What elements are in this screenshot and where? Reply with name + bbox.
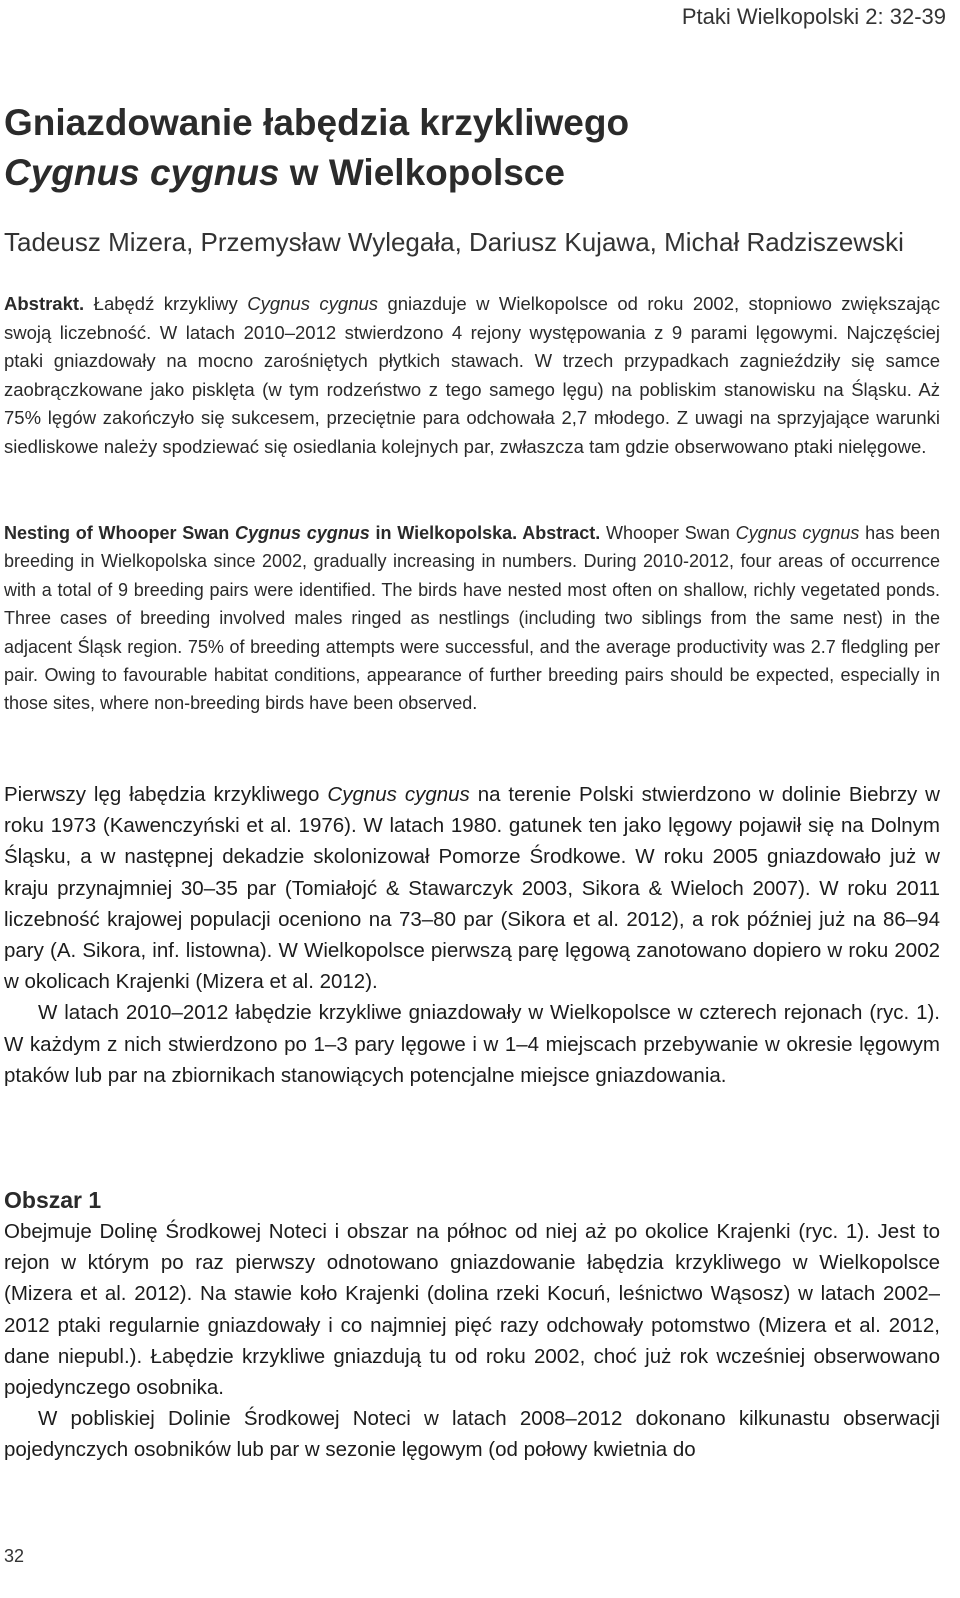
running-header: Ptaki Wielkopolski 2: 32-39 <box>681 4 946 29</box>
article-title <box>4 98 934 198</box>
title-line-2-rest: w Wielkopolsce <box>279 152 565 193</box>
introduction <box>4 779 940 1091</box>
section-heading-obszar-1: Obszar 1 <box>4 1187 102 1213</box>
abstract-en-label-2: in Wielkopolska. Abstract. <box>369 523 601 543</box>
intro-paragraph-1 <box>4 779 940 997</box>
section-obszar-1 <box>4 1216 940 1466</box>
intro-p1-text-1: Pierwszy lęg łabędzia krzykliwego <box>4 783 328 806</box>
intro-p1-latin: Cygnus cygnus <box>327 783 470 806</box>
title-line-2 <box>4 148 934 198</box>
abstract-pl-latin: Cygnus cygnus <box>247 293 379 314</box>
abstract-polish <box>4 290 940 461</box>
page-number: 32 <box>4 1546 25 1566</box>
title-latin-name: Cygnus cygnus <box>4 152 280 193</box>
intro-p1-text-2: na terenie Polski stwierdzono w dolinie Biebrzy w roku 1973 (Kawenczyński et al. 1976). W latach 1980. gatunek ten jako lęgowy pojawił się na Dolnym Śląsku, a w następnej dekadzie skolonizował Pomorze Środkowe. W roku 2005 gniazdowało już w kraju przynajmniej 30–35 par (Tomiałojć & Stawarczyk 2003, Sikora & Wieloch 2007). W roku 2011 liczebność krajowej populacji oceniono na 73–80 par (Sikora et al. 2012), a rok później już na 86–94 pary (A. Sikora, inf. listowna). W Wielkopolsce pierwszą parę lęgową zanotowano dopiero w roku 2002 w okolicach Krajenki (Mizera et al. 2012). <box>4 783 940 994</box>
abstract-en-text-2: has been breeding in Wielkopolska since 2002, gradually increasing in numbers. During 2010-2012, four areas of occurrence with a total of 9 breeding pairs were identified. The birds have nested most often on shallow, richly vegetated ponds. Three cases of breeding involved males ringed as nestlings (including two siblings from the same nest) in the adjacent Śląsk region. 75% of breeding attempts were successful, and the average productivity was 2.7 fledgling per pair. Owing to favourable habitat conditions, appearance of further breeding pairs should be expected, especially in those sites, where non-breeding birds have been observed. <box>4 523 940 714</box>
abstract-pl-text-2: gniazduje w Wielkopolsce od roku 2002, stopniowo zwiększając swoją liczebność. W latach 2010–2012 stwierdzono 4 rejony występowania z 9 parami lęgowymi. Najczęściej ptaki gniazdowały na mocno zarośniętych płytkich stawach. W trzech przypadkach zagnieździły się samce zaobrączkowane jako pisklęta (w tym rodzeństwo z tego samego lęgu) na pobliskim stanowisku na Śląsku. Aż 75% lęgów zakończyło się sukcesem, przeciętnie para odchowała 2,7 młodego. Z uwagi na sprzyjające warunki siedliskowe należy spodziewać się osiedlania kolejnych par, zwłaszcza tam gdzie obserwowano ptaki nielęgowe. <box>4 293 941 457</box>
abstract-en-label <box>4 523 600 543</box>
abstract-english <box>4 519 940 718</box>
abstract-en-label-latin: Cygnus cygnus <box>235 523 370 543</box>
abstract-pl-text-1: Łabędź krzykliwy <box>84 293 248 314</box>
abstract-en-text-1: Whooper Swan <box>600 523 736 543</box>
abstract-en-label-1: Nesting of Whooper Swan <box>4 523 235 543</box>
obszar-paragraph-2: W pobliskiej Dolinie Środkowej Noteci w latach 2008–2012 dokonano kilkunastu obserwacji pojedynczych osobników lub par w sezonie lęgowym (od połowy kwietnia do <box>4 1407 940 1462</box>
abstract-pl-label: Abstrakt. <box>4 293 85 314</box>
obszar-paragraph-1: Obejmuje Dolinę Środkowej Noteci i obszar na północ od niej aż po okolice Krajenki (ryc. 1). Jest to rejon w którym po raz pierwszy odnotowano gniazdowanie łabędzia krzykliwego w Wielkopolsce (Mizera et al. 2012). Na stawie koło Krajenki (dolina rzeki Kocuń, leśnictwo Wąsosz) w latach 2002–2012 ptaki regularnie gniazdowały i co najmniej pięć razy odchowały potomstwo (Mizera et al. 2012, dane niepubl.). Łabędzie krzykliwe gniazdują tu od roku 2002, choć już rok wcześniej obserwowano pojedynczego osobnika. <box>4 1220 940 1400</box>
abstract-en-latin: Cygnus cygnus <box>735 523 860 543</box>
intro-paragraph-2: W latach 2010–2012 łabędzie krzykliwe gniazdowały w Wielkopolsce w czterech rejonach (ryc. 1). W każdym z nich stwierdzono po 1–3 pary lęgowe i w 1–4 miejscach przebywanie w okresie lęgowym ptaków lub par na zbiornikach stanowiących potencjalne miejsce gniazdowania. <box>4 1001 940 1087</box>
authors: Tadeusz Mizera, Przemysław Wylegała, Dariusz Kujawa, Michał Radziszewski <box>4 227 904 257</box>
title-line-1: Gniazdowanie łabędzia krzykliwego <box>4 102 630 143</box>
